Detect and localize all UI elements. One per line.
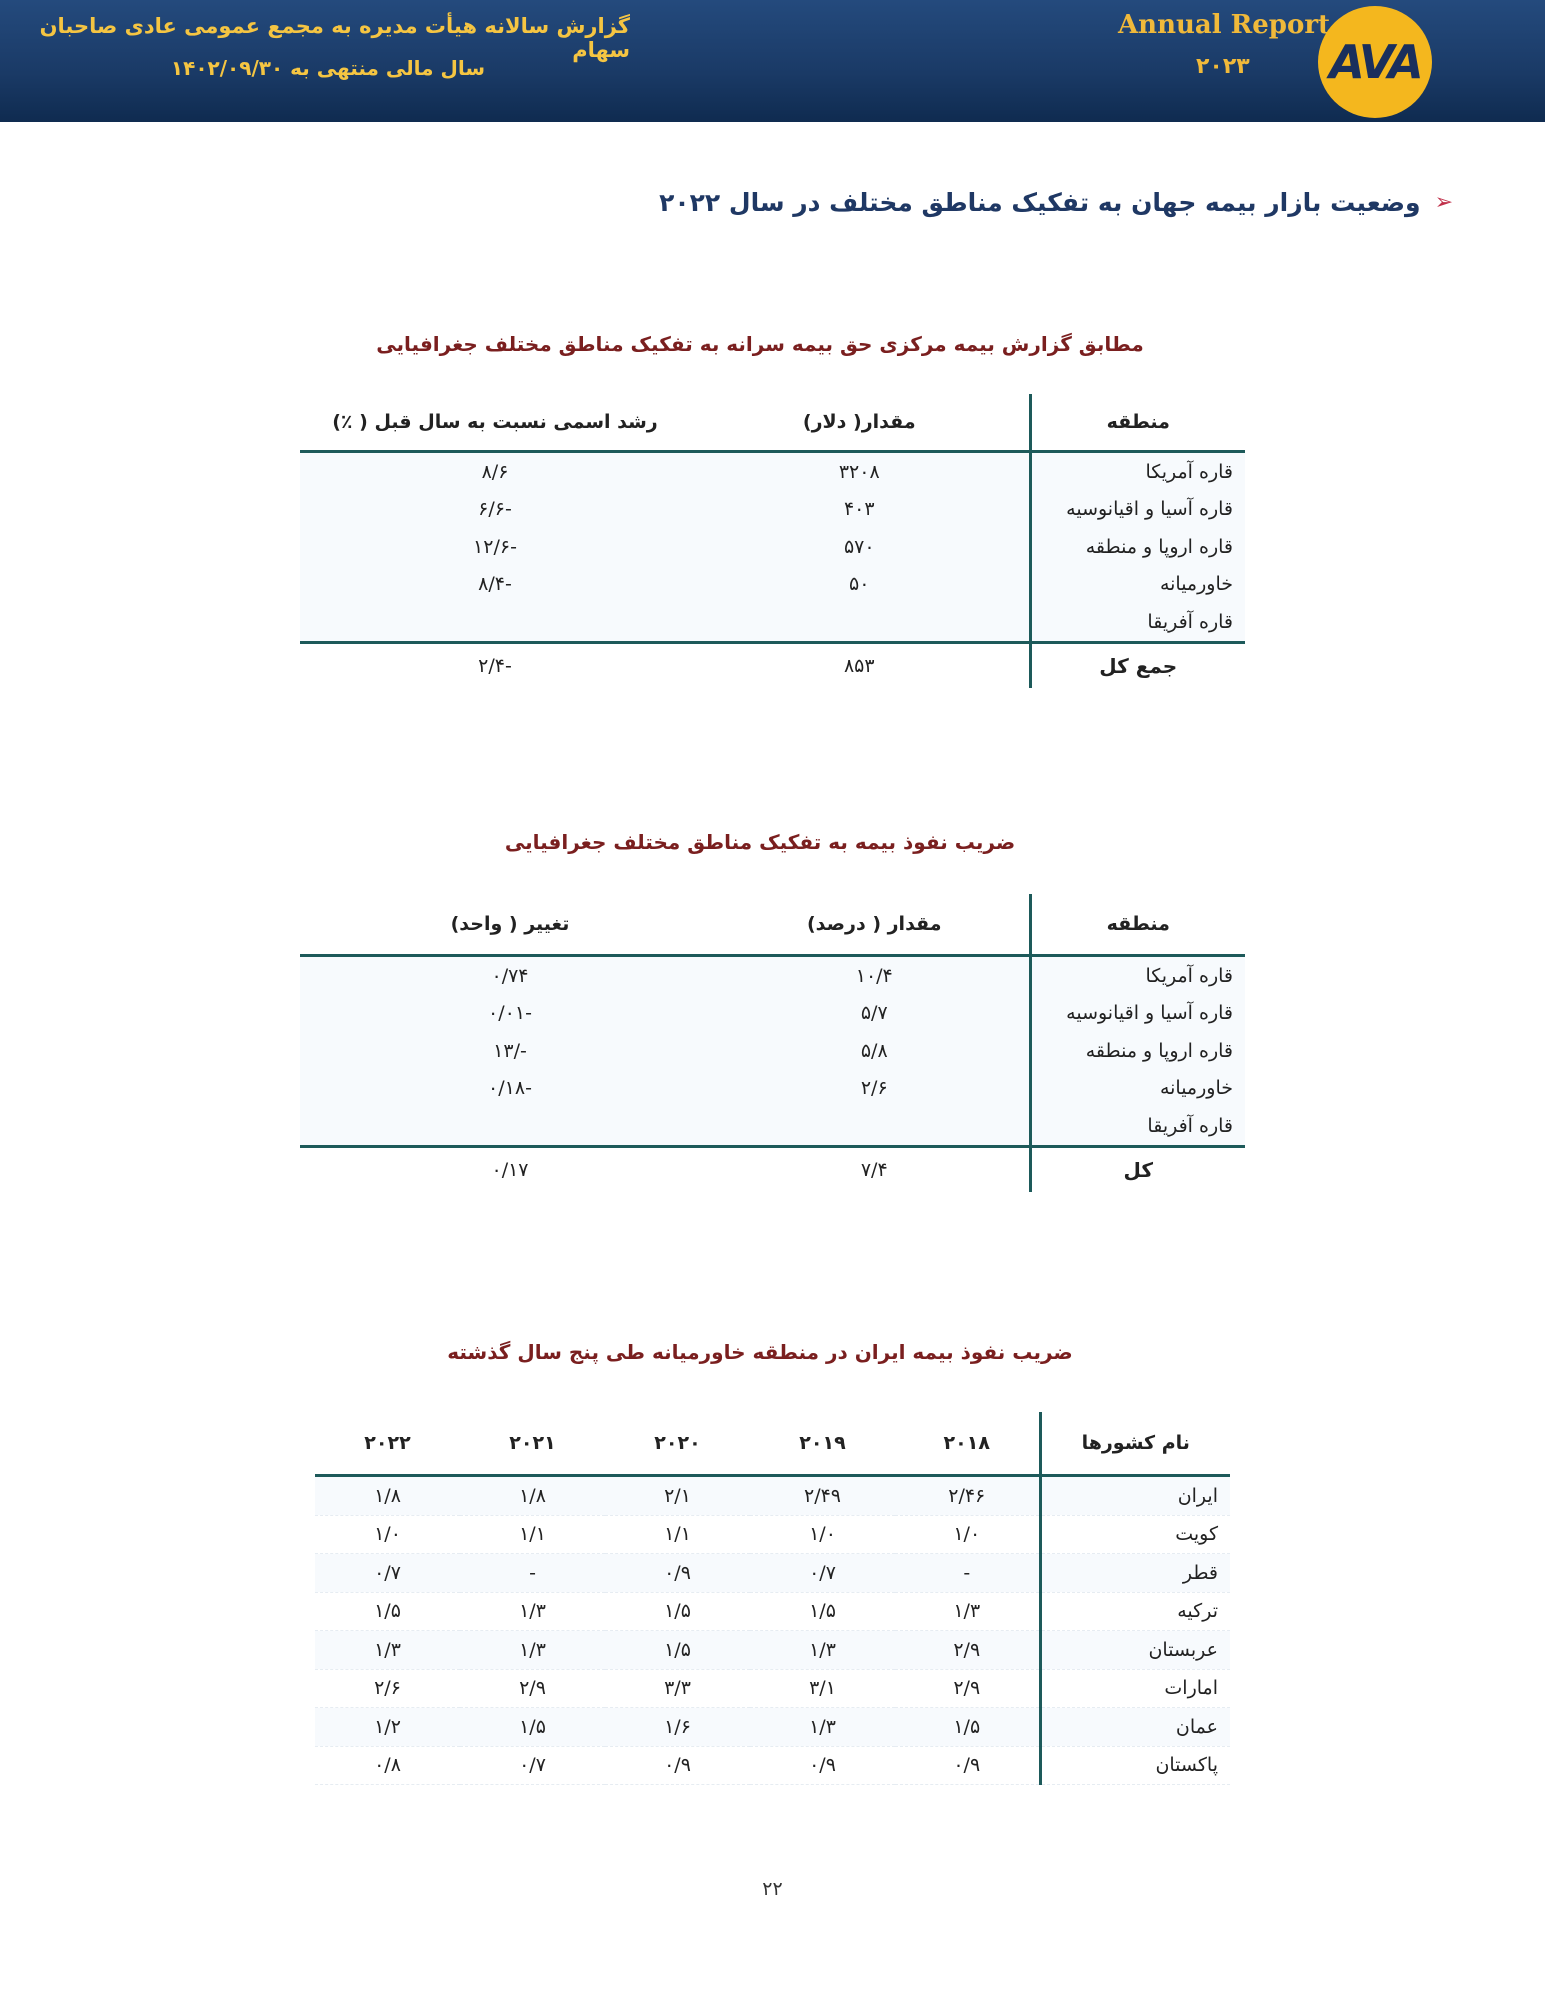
value-cell: ۱/۵ <box>315 1592 460 1631</box>
value-cell: ۲/۹ <box>895 1669 1040 1708</box>
growth-cell: -۸/۴ <box>300 566 690 604</box>
value-cell: ۱/۶ <box>605 1708 750 1747</box>
table3-header-2019: ۲۰۱۹ <box>750 1412 895 1476</box>
table2-title: ضریب نفوذ بیمه به تفکیک مناطق مختلف جغرافیایی <box>504 830 1016 854</box>
table-row <box>315 1515 1230 1554</box>
section-heading <box>659 188 1453 217</box>
total-label: کل <box>1030 1146 1245 1192</box>
table-total-row <box>300 1146 1245 1192</box>
table-row <box>300 528 1245 566</box>
amount-cell: ۵۰ <box>690 566 1030 604</box>
total-amount: ۸۵۳ <box>843 654 875 677</box>
premium-per-capita-table <box>300 394 1245 688</box>
table-row <box>300 566 1245 604</box>
page-header <box>0 0 1545 122</box>
table3-header-2021: ۲۰۲۱ <box>460 1412 605 1476</box>
country-name: کویت <box>1040 1515 1230 1554</box>
report-title-en: Annual Report <box>1118 10 1331 40</box>
table-row <box>315 1476 1230 1516</box>
value-cell: ۱/۵ <box>605 1592 750 1631</box>
report-title-fa: گزارش سالانه هیأت مدیره به مجمع عمومی عادی صاحبان سهام <box>39 14 630 62</box>
table1-header-region: منطقه <box>1030 394 1245 452</box>
country-name: پاکستان <box>1040 1746 1230 1785</box>
change-cell: -۰/۱۸ <box>300 1070 720 1108</box>
country-name: عربستان <box>1040 1631 1230 1670</box>
country-name: عمان <box>1040 1708 1230 1747</box>
value-cell: ۰/۹ <box>605 1554 750 1593</box>
region-name: قاره آفریقا <box>1030 1107 1245 1146</box>
amount-cell: ۵۷۰ <box>690 528 1030 566</box>
table-row <box>300 956 1245 995</box>
table1-title: مطابق گزارش بیمه مرکزی حق بیمه سرانه به تفکیک مناطق مختلف جغرافیایی <box>376 332 1144 356</box>
rate-cell: ۵/۸ <box>720 1032 1030 1070</box>
fiscal-year-subtitle: سال مالی منتهی به ۱۴۰۲/۰۹/۳۰ <box>170 56 485 80</box>
value-cell: ۱/۳ <box>895 1592 1040 1631</box>
table-row <box>300 491 1245 529</box>
table-row <box>300 1032 1245 1070</box>
table-row <box>315 1592 1230 1631</box>
logo-text: AVA <box>1329 35 1421 89</box>
report-year: ۲۰۲۳ <box>1196 54 1250 79</box>
value-cell: ۱/۲ <box>315 1708 460 1747</box>
total-growth: -۲/۴ <box>478 654 512 677</box>
value-cell: ۱/۱ <box>460 1515 605 1554</box>
change-cell: -/۱۳ <box>300 1032 720 1070</box>
value-cell: ۱/۵ <box>750 1592 895 1631</box>
value-cell: ۲/۴۹ <box>750 1476 895 1516</box>
rate-cell: ۱۰/۴ <box>720 956 1030 995</box>
value-cell: ۳/۳ <box>605 1669 750 1708</box>
rate-cell: ۵/۷ <box>720 995 1030 1033</box>
table-total-row <box>300 642 1245 688</box>
growth-cell: -۶/۶ <box>300 491 690 529</box>
value-cell: ۰/۷ <box>750 1554 895 1593</box>
region-name: قاره آسیا و اقیانوسیه <box>1030 491 1245 529</box>
value-cell: ۱/۳ <box>315 1631 460 1670</box>
change-cell <box>300 1107 720 1146</box>
penetration-rate-table <box>300 894 1245 1192</box>
value-cell: ۱/۸ <box>315 1476 460 1516</box>
change-cell: ۰/۷۴ <box>300 956 720 995</box>
page-number: ۲۲ <box>762 1878 783 1900</box>
table1-header-growth: رشد اسمی نسبت به سال قبل ( ٪) <box>300 394 690 452</box>
region-name: قاره آسیا و اقیانوسیه <box>1030 995 1245 1033</box>
amount-cell <box>690 603 1030 642</box>
value-cell: ۱/۸ <box>460 1476 605 1516</box>
table3-title: ضریب نفوذ بیمه ایران در منطقه خاورمیانه طی پنج سال گذشته <box>447 1340 1073 1364</box>
value-cell: ۰/۹ <box>895 1746 1040 1785</box>
table1-header-amount: مقدار( دلار) <box>690 394 1030 452</box>
bullet-arrow-icon: ➢ <box>1434 190 1453 215</box>
value-cell: ۰/۹ <box>750 1746 895 1785</box>
table3-header-2020: ۲۰۲۰ <box>605 1412 750 1476</box>
table-row <box>300 1070 1245 1108</box>
value-cell: ۱/۳ <box>750 1631 895 1670</box>
value-cell: ۲/۹ <box>895 1631 1040 1670</box>
country-name: قطر <box>1040 1554 1230 1593</box>
table-row <box>300 995 1245 1033</box>
value-cell: ۱/۵ <box>605 1631 750 1670</box>
value-cell: - <box>460 1554 605 1593</box>
rate-cell: ۲/۶ <box>720 1070 1030 1108</box>
country-name: امارات <box>1040 1669 1230 1708</box>
value-cell: ۱/۰ <box>315 1515 460 1554</box>
value-cell: ۱/۰ <box>750 1515 895 1554</box>
table2-header-change: تغییر ( واحد) <box>300 894 720 956</box>
table3-header-2022: ۲۰۲۲ <box>315 1412 460 1476</box>
value-cell: ۰/۷ <box>460 1746 605 1785</box>
table2-header-region: منطقه <box>1030 894 1245 956</box>
country-name: ترکیه <box>1040 1592 1230 1631</box>
table3-header-country: نام کشورها <box>1040 1412 1230 1476</box>
table-row <box>300 1107 1245 1146</box>
growth-cell <box>300 603 690 642</box>
value-cell: ۱/۱ <box>605 1515 750 1554</box>
table-row <box>300 452 1245 491</box>
value-cell: ۲/۶ <box>315 1669 460 1708</box>
change-cell: -۰/۰۱ <box>300 995 720 1033</box>
section-heading-text: وضعیت بازار بیمه جهان به تفکیک مناطق مختلف در سال ۲۰۲۲ <box>659 188 1421 217</box>
region-name: خاورمیانه <box>1030 1070 1245 1108</box>
value-cell: ۲/۱ <box>605 1476 750 1516</box>
table-row <box>300 603 1245 642</box>
total-rate: ۷/۴ <box>860 1158 888 1181</box>
value-cell: ۱/۳ <box>460 1631 605 1670</box>
value-cell: ۲/۴۶ <box>895 1476 1040 1516</box>
value-cell: ۲/۹ <box>460 1669 605 1708</box>
value-cell: ۰/۸ <box>315 1746 460 1785</box>
value-cell: ۱/۵ <box>460 1708 605 1747</box>
table-row <box>315 1669 1230 1708</box>
region-name: خاورمیانه <box>1030 566 1245 604</box>
table-row <box>315 1746 1230 1785</box>
value-cell: ۰/۷ <box>315 1554 460 1593</box>
region-name: قاره آفریقا <box>1030 603 1245 642</box>
table-row <box>315 1708 1230 1747</box>
table-row <box>315 1554 1230 1593</box>
value-cell: ۱/۵ <box>895 1708 1040 1747</box>
growth-cell: ۸/۶ <box>300 452 690 491</box>
value-cell: ۰/۹ <box>605 1746 750 1785</box>
table2-header-amount: مقدار ( درصد) <box>720 894 1030 956</box>
amount-cell: ۳۲۰۸ <box>690 452 1030 491</box>
value-cell: - <box>895 1554 1040 1593</box>
table3-header-2018: ۲۰۱۸ <box>895 1412 1040 1476</box>
value-cell: ۳/۱ <box>750 1669 895 1708</box>
region-name: قاره آمریکا <box>1030 956 1245 995</box>
company-logo <box>1318 6 1432 118</box>
total-change: ۰/۱۷ <box>491 1158 529 1181</box>
value-cell: ۱/۳ <box>460 1592 605 1631</box>
table-row <box>315 1631 1230 1670</box>
region-name: قاره آمریکا <box>1030 452 1245 491</box>
value-cell: ۱/۳ <box>750 1708 895 1747</box>
total-label: جمع کل <box>1030 642 1245 688</box>
growth-cell: -۱۲/۶ <box>300 528 690 566</box>
country-name: ایران <box>1040 1476 1230 1516</box>
rate-cell <box>720 1107 1030 1146</box>
iran-penetration-table <box>315 1412 1230 1785</box>
value-cell: ۱/۰ <box>895 1515 1040 1554</box>
amount-cell: ۴۰۳ <box>690 491 1030 529</box>
region-name: قاره اروپا و منطقه <box>1030 528 1245 566</box>
region-name: قاره اروپا و منطقه <box>1030 1032 1245 1070</box>
